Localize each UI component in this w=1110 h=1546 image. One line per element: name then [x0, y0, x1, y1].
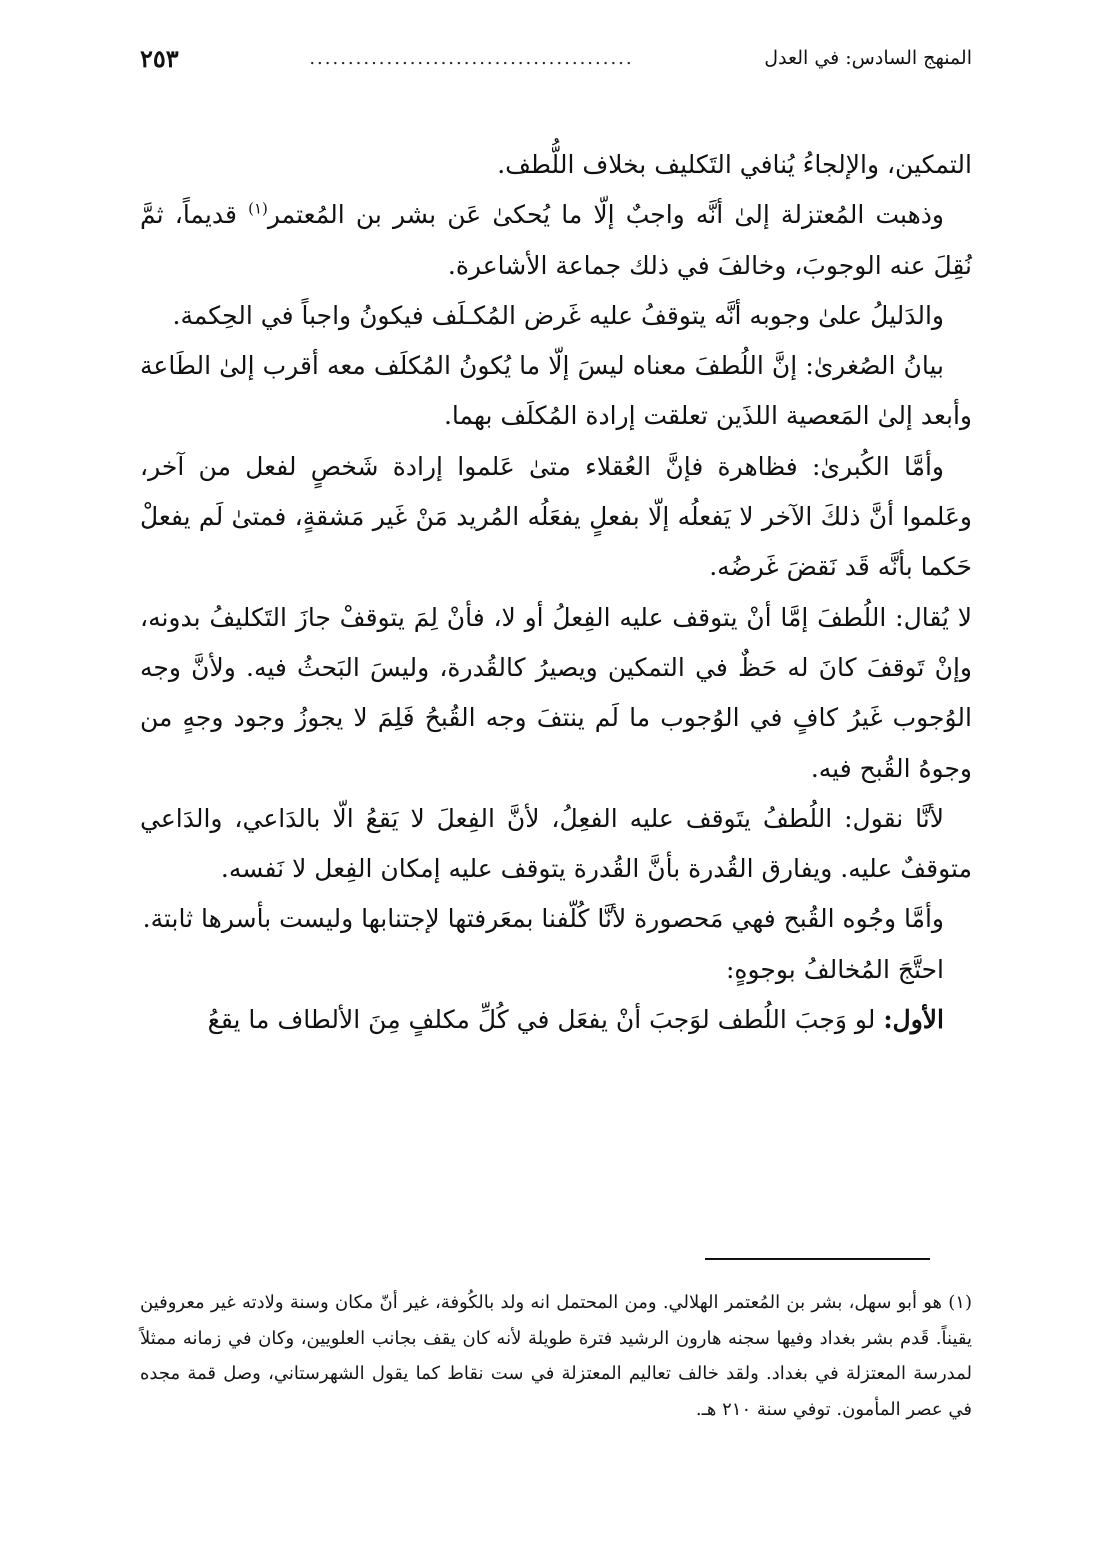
paragraph-9: احتَّجَ المُخالفُ بوجوهٍ:	[725, 954, 944, 984]
footnote-reference-1[interactable]: (١)	[248, 199, 268, 218]
paragraph-6: لا يُقال: اللُطفَ إمَّا أنْ يتوقف عليه الفِعلُ أو لا، فأنْ لِمَ يتوقفْ جازَ التَكليفُ بدونه، وإنْ تَوقفَ كانَ له حَظٌ في التمكين ويصيرُ كالقُدرة، وليسَ البَحثُ فيه. ولأنَّ وجه الوُجوب غَيرُ كافٍ في الوُجوب ما لَم ينتفَ وجه القُبحُ فَلِمَ لا يجوزُ وجود وجهٍ من وجوهُ القُبح فيه.	[140, 602, 972, 783]
paragraph-7: لأنَّا نقول: اللُطفُ يتَوقف عليه الفعِلُ، لأنَّ الفِعلَ لا يَقعُ الّا بالدَاعي، والدَاعي متوقفٌ عليه. ويفارق القُدرة بأنَّ القُدرة يتوقف عليه إمكان الفِعل لا نَفسه.	[140, 803, 972, 884]
footnote-divider	[705, 1258, 930, 1260]
footnote-1: (١) هو أبو سهل، بشر بن المُعتمر الهلالي. ومن المحتمل انه ولد بالكُوفة، غير أنّ مكان وسنة ولادته غير معروفين يقيناً. قَدم بشر بغداد وفيها سجنه هارون الرشيد فترة طويلة لأنه كان يقف بجانب العلويين، وكان في زمانه ممثلاً لمدرسة المعتزلة في بغداد. ولقد خالف تعاليم المعتزلة في ست نقاط كما يقول الشهرستاني، وصل قمة مجده في عصر المأمون. توفي سنة ٢١٠ هـ.	[140, 1292, 972, 1420]
dot-leader: ..........................................	[309, 47, 634, 69]
page-number: ٢٥٣	[140, 43, 179, 73]
running-header	[140, 38, 972, 78]
footnotes	[140, 1285, 972, 1427]
chapter-title: المنهج السادس: في العدل	[764, 47, 972, 69]
main-text	[140, 140, 972, 1045]
paragraph-10-lead: الأول:	[883, 1005, 944, 1035]
paragraph-2	[140, 190, 972, 291]
paragraph-10-text: لو وَجبَ اللُطف لوَجبَ أنْ يفعَل في كُلِّ مكلفٍ مِنَ الألطاف ما يقعُ	[207, 1005, 884, 1035]
paragraph-4: بيانُ الصُغرىٰ: إنَّ اللُطفَ معناه ليسَ إلّا ما يُكونُ المُكلَف معه أقرب إلىٰ الطَاعة وأبعد إلىٰ المَعصية اللذَين تعلقت إرادة المُكلَف بهما.	[140, 351, 972, 431]
paragraph-1: التمكين، والإلجاءُ يُنافي التَكليف بخلاف اللُّطف.	[497, 150, 972, 179]
paragraph-2-text-b: قديماً، ثمَّ نُقِلَ عنه الوجوبَ، وخالفَ في ذلك جماعة الأشاعرة.	[140, 200, 972, 280]
paragraph-5: وأمَّا الكُبرىٰ: فظاهرة فإنَّ العُقلاء متىٰ عَلموا إرادة شَخصٍ لفعل من آخر، وعَلموا أنَّ ذلكَ الآخر لا يَفعلُه إلّا بفعلٍ يفعَلُه المُريد مَنْ غَير مَشقةٍ، فمتىٰ لَم يفعلْ حَكما بأنَّه قَد نَقضَ غَرضُه.	[140, 451, 972, 582]
paragraph-2-text-a: وذهبت المُعتزلة إلىٰ أنَّه واجبٌ إلّا ما يُحكىٰ عَن بشر بن المُعتمر	[267, 200, 944, 230]
paragraph-3: والدَليلُ علىٰ وجوبه أنَّه يتوقفُ عليه غَرض المُكـلَف فيكونُ واجباً في الحِكمة.	[172, 300, 944, 330]
paragraph-8: وأمَّا وجُوه القُبح فهي مَحصورة لأنَّا كُلّفنا بمعَرفتها لإجتنابها وليست بأسرها ثابتة.	[142, 904, 944, 934]
paragraph-10	[140, 995, 972, 1045]
